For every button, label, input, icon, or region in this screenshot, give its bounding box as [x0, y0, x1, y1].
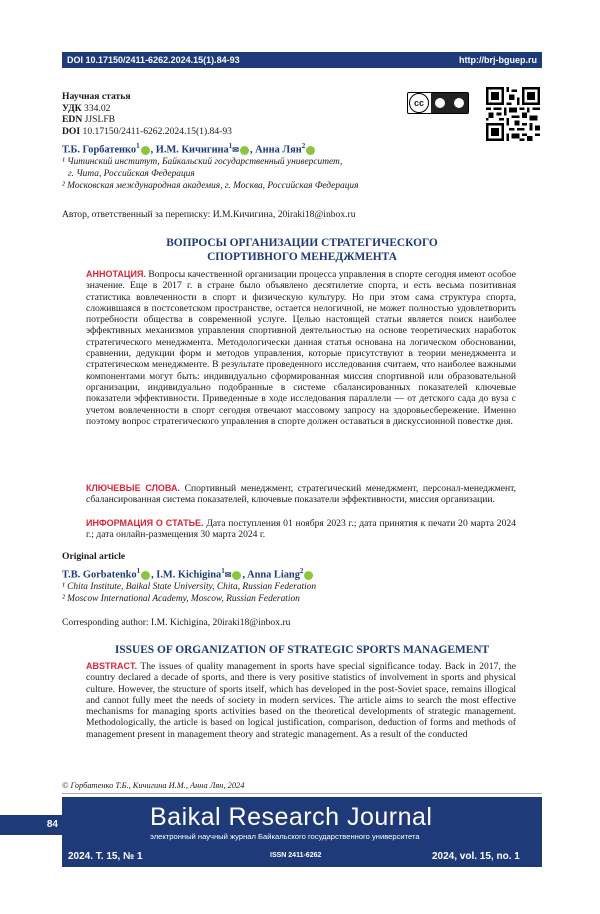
author-ru-3: Анна Лян — [255, 144, 302, 156]
orcid-icon[interactable] — [141, 571, 150, 580]
article-meta — [62, 91, 232, 137]
corresponding-author-en: Corresponding author: I.M. Kichigina, 20iraki18@inbox.ru — [62, 617, 291, 628]
title-ru — [62, 236, 542, 264]
header-bar — [62, 52, 542, 68]
author-en-1: T.B. Gorbatenko — [62, 569, 137, 581]
article-info-ru-label: ИНФОРМАЦИЯ О СТАТЬЕ. — [86, 518, 204, 528]
abstract-en — [86, 661, 516, 740]
header-doi: DOI 10.17150/2411-6262.2024.15(1).84-93 — [67, 55, 240, 65]
divider — [62, 793, 542, 794]
nc-icon — [454, 98, 464, 108]
orcid-icon[interactable] — [141, 146, 150, 155]
author-ru-2: И.М. Кичигина — [155, 144, 229, 156]
corresponding-author-ru: Автор, ответственный за переписку: И.М.Кичигина, 20iraki18@inbox.ru — [62, 209, 356, 220]
mail-icon[interactable]: ✉ — [224, 570, 232, 580]
abstract-ru-text: Вопросы качественной организации процесса управления в спорте сегодня имеют особое значение. Еще в 2017 г. в стране было объявлено десятилетие спорта, и есть весьма позитивная статистика вовлеченности в спорт и физическую культуру. Но при этом сама структура спорта, сложившаяся в постсоветском пространстве, остается нелогичной, не может полностью удовлетворить потребности общества в современной услуге. Целью настоящей статьи является поиск наиболее эффективных механизмов управления спортивной деятельностью на основе теоретических наработок стратегического менеджмента. Методологически данная статья основана на логическом обосновании, сравнении, дедукции форм и методов управления, которые присутствуют в теории менеджмента и стратегическом менеджменте. В результате проведенного исследования считаем, что наиболее важными компонентами могут быть: индивидуально сформированная миссия спортивной или образовательной организации, индивидуально подобранные в системе сбалансированных показателей ключевые показатели эффективности. Приведенные в ходе исследования параллели — от детского сада до вуза с учетом вовлеченности в спорт сегодня отвечают массовому запросу на здоровьесбережение. Именно поэтому вопрос стратегического управления в спорте должен оставаться в дискуссионной повестке дня. — [86, 269, 516, 427]
edn-label: EDN — [62, 114, 83, 126]
affiliation-ru-1-city: г. Чита, Российская Федерация — [68, 168, 195, 179]
copyright: © Горбатенко Т.Б., Кичигина И.М., Анна Лян, 2024 — [62, 781, 245, 790]
article-info-ru — [86, 518, 516, 541]
abstract-en-label: ABSTRACT. — [86, 661, 137, 671]
orcid-icon[interactable] — [304, 571, 313, 580]
doi-label: DOI — [62, 125, 81, 137]
issn: ISSN 2411-6262 — [270, 852, 322, 859]
affiliations-ru — [62, 157, 542, 192]
affiliation-en-2: ² Moscow International Academy, Moscow, Russian Federation — [62, 593, 300, 604]
article-info-ru-text: Дата поступления 01 ноября 2023 г.; дата принятия к печати 20 марта 2024 г.; дата онлайн-размещения 30 марта 2024 г. — [86, 518, 516, 541]
author-ru-1: Т.Б. Горбатенко — [62, 144, 137, 156]
article-type: Научная статья — [62, 91, 131, 102]
abstract-en-text: The issues of quality management in sports have special significance today. Back in 2017, the country declared a decade of sports, and there is very positive statistics of involvement in sports and physical culture. However, the structure of sports itself, which has developed in the post-Soviet space, remains illogical and cannot fully meet the needs of society in modern services. The article aims to search the most effective mechanisms for managing sports activities based on the theoretical developments of strategic management. Methodologically, the article is based on logical justification, comparison, deduction of forms and methods of management present in management theory and strategic management. As a result of the conducted — [86, 661, 516, 740]
mail-icon[interactable]: ✉ — [232, 145, 239, 155]
article-type-en: Original article — [62, 551, 126, 562]
cc-conditions — [431, 93, 468, 113]
affiliations-en — [62, 582, 542, 606]
affiliation-ru-1: ¹ Читинский институт, Байкальский государственный университет, — [62, 157, 343, 167]
keywords-ru — [86, 483, 516, 506]
qr-code-icon — [486, 87, 540, 141]
issue-en: 2024, vol. 15, no. 1 — [432, 851, 520, 862]
doi-value: 10.17150/2411-6262.2024.15(1).84-93 — [82, 125, 232, 137]
author-en-3: Anna Liang — [247, 569, 300, 581]
orcid-icon[interactable] — [232, 571, 241, 580]
page-number: 84 — [0, 815, 62, 835]
authors-en: T.B. Gorbatenko$^1$ , I.M. Kichigina$^1$✉ , Anna Liang$^2$ — [62, 567, 542, 580]
journal-title: Baikal Research Journal — [150, 803, 433, 831]
orcid-icon[interactable] — [240, 146, 249, 155]
title-ru-line-2: СПОРТИВНОГО МЕНЕДЖМЕНТА — [207, 251, 397, 263]
udk-label: УДК — [62, 102, 82, 114]
edn-value: JJSLFB — [84, 114, 116, 126]
issue-ru: 2024. Т. 15, № 1 — [68, 851, 143, 862]
title-en: ISSUES OF ORGANIZATION OF STRATEGIC SPORTS MANAGEMENT — [114, 644, 490, 656]
author-en-2: I.M. Kichigina — [156, 569, 222, 581]
title-ru-line-1: ВОПРОСЫ ОРГАНИЗАЦИИ СТРАТЕГИЧЕСКОГО — [166, 237, 438, 249]
keywords-ru-label: КЛЮЧЕВЫЕ СЛОВА. — [86, 483, 180, 493]
affiliation-en-1: ¹ Chita Institute, Baikal State University, Chita, Russian Federation — [62, 582, 317, 592]
cc-license-badge[interactable] — [407, 92, 469, 114]
journal-subtitle: электронный научный журнал Байкальского государственного университета — [150, 832, 420, 841]
header-url[interactable]: http://brj-bguep.ru — [459, 55, 537, 65]
keywords-ru-text: Спортивный менеджмент, стратегический менеджмент, персонал-менеджмент, сбалансированная система показателей, ключевые показатели эффективности, миссия организации. — [86, 483, 516, 506]
orcid-icon[interactable] — [306, 146, 315, 155]
abstract-ru-label: АННОТАЦИЯ. — [86, 269, 146, 279]
udk-value: 334.02 — [84, 102, 111, 114]
cc-icon: cc — [409, 93, 429, 113]
affiliation-ru-2: ² Московская международная академия, г. Москва, Российская Федерация — [62, 180, 359, 191]
by-icon — [435, 98, 445, 108]
authors-ru: Т.Б. Горбатенко$^1$ , И.М. Кичигина$^1$✉ , Анна Лян$^2$ — [62, 142, 542, 155]
abstract-ru — [86, 269, 516, 427]
